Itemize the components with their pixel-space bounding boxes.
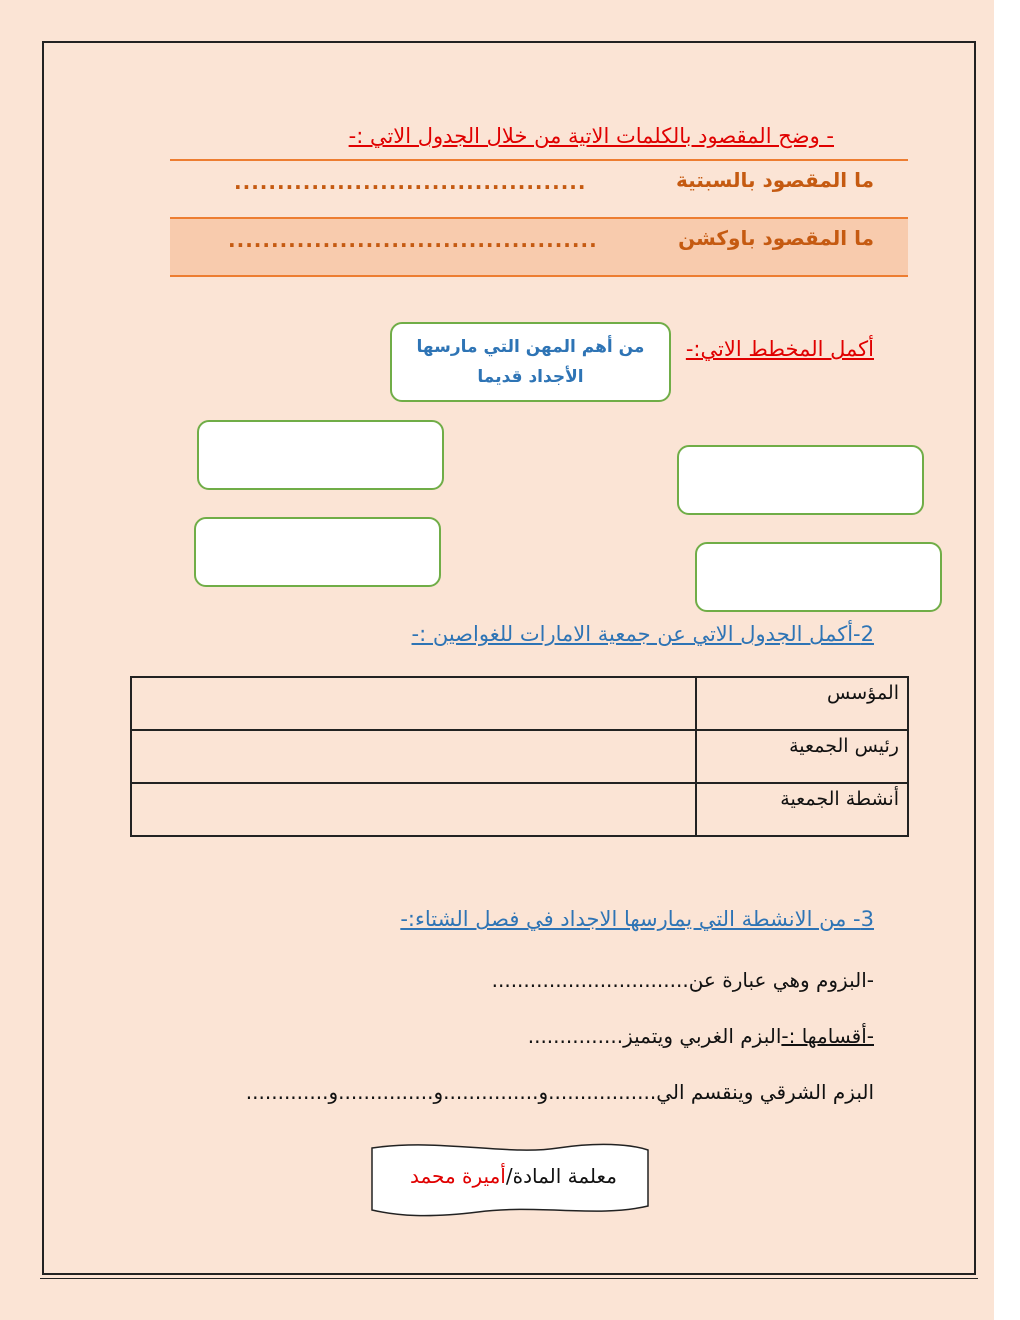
activities-label: أنشطة الجمعية	[696, 783, 908, 836]
founder-label: المؤسس	[696, 677, 908, 730]
table-row	[131, 783, 908, 836]
definition-divider-top	[170, 159, 908, 161]
diagram-answer-box-bottom-right[interactable]	[695, 542, 942, 612]
winter-activity-line-2	[528, 1024, 874, 1048]
section3-title: 3- من الانشطة التي يمارسها الاجداد في فصل الشتاء:-	[400, 907, 874, 931]
teacher-label: معلمة المادة/	[505, 1164, 617, 1188]
bottom-rule	[40, 1278, 978, 1279]
teacher-signature	[410, 1164, 617, 1188]
diving-association-table	[130, 676, 909, 837]
western-bazm-text: البزم الغربي ويتميز...............	[527, 1024, 782, 1048]
section1-title: - وضح المقصود بالكلمات الاتية من خلال الجدول الاتي :-	[348, 124, 834, 148]
diagram-answer-box-top-left[interactable]	[197, 420, 444, 490]
definition-question-2: ما المقصود باوكشن	[678, 226, 874, 250]
winter-activity-line-3: البزم الشرقي وينقسم الي.................و...............و...............و.............	[245, 1080, 874, 1104]
definition-answer-2[interactable]: ...........................................	[228, 228, 598, 252]
diagram-answer-box-bottom-left[interactable]	[194, 517, 441, 587]
diagram-center-line-2: الأجداد قديما	[477, 367, 584, 387]
activities-answer-cell[interactable]	[131, 783, 696, 836]
divisions-label: -أقسامها :-	[781, 1024, 874, 1048]
definition-question-1: ما المقصود بالسبتية	[676, 168, 874, 192]
definition-answer-1[interactable]: .........................................	[234, 170, 587, 194]
section2-title: 2-أكمل الجدول الاتي عن جمعية الامارات للغواصين :-	[411, 622, 874, 646]
definition-divider-bottom	[170, 275, 908, 277]
diagram-title: أكمل المخطط الاتي:-	[685, 337, 874, 361]
diagram-center-line-1: من أهم المهن التي مارسها	[416, 337, 645, 357]
president-answer-cell[interactable]	[131, 730, 696, 783]
founder-answer-cell[interactable]	[131, 677, 696, 730]
winter-activity-line-1: -البزوم وهي عبارة عن...............................	[491, 968, 874, 992]
teacher-name: أميرة محمد	[410, 1164, 506, 1188]
diagram-center-box	[390, 322, 671, 402]
diagram-answer-box-top-right[interactable]	[677, 445, 924, 515]
definition-divider-middle	[170, 217, 908, 219]
table-row	[131, 677, 908, 730]
president-label: رئيس الجمعية	[696, 730, 908, 783]
table-row	[131, 730, 908, 783]
